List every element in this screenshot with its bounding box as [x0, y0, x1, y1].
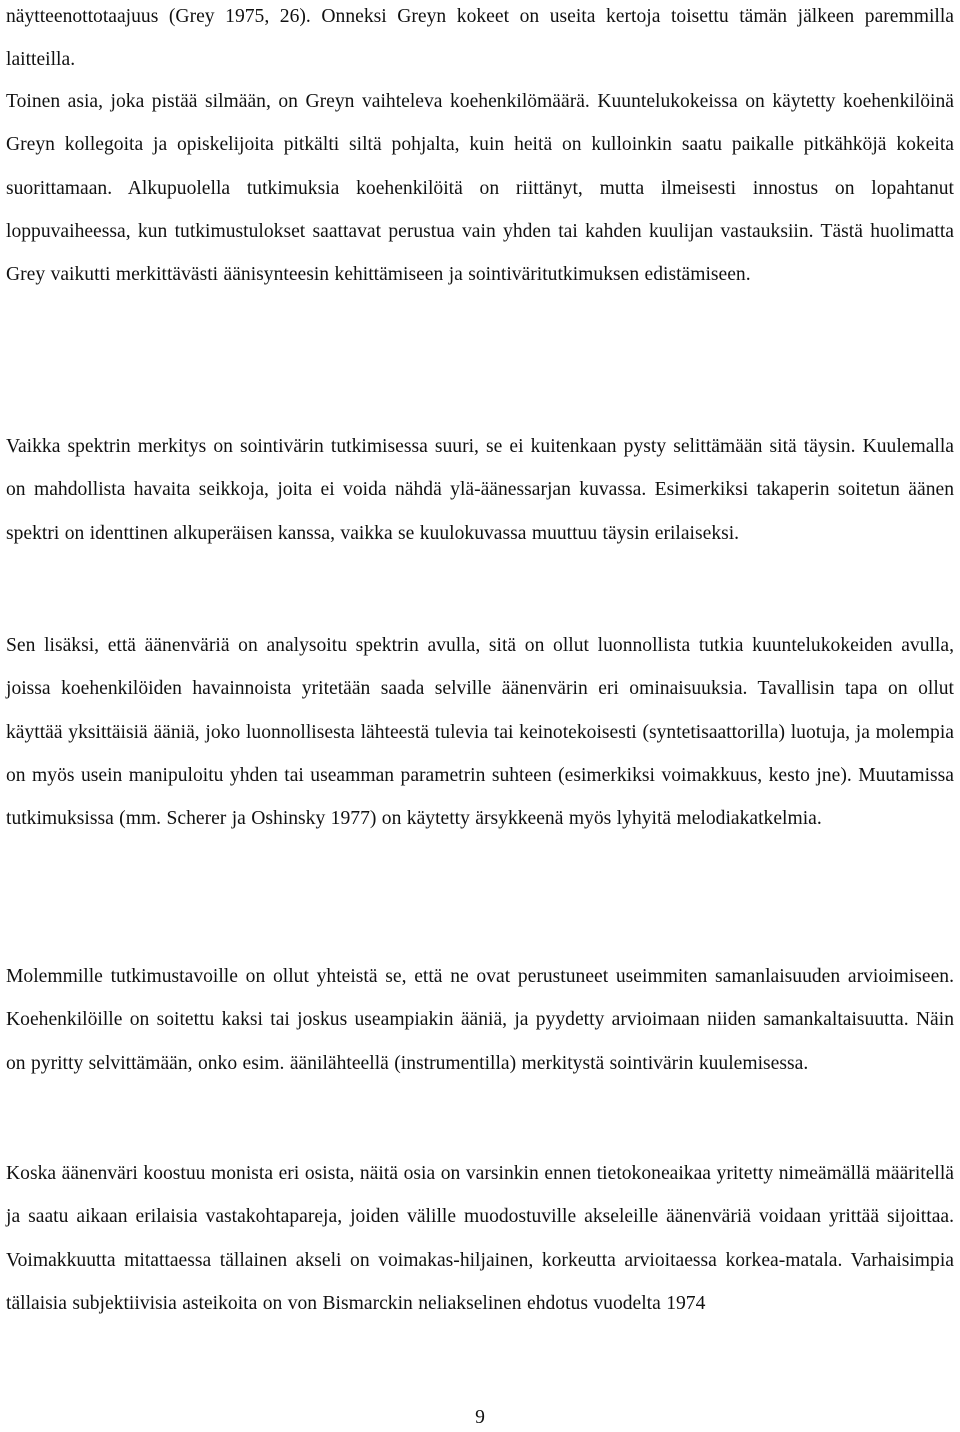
paragraph-3: Vaikka spektrin merkitys on sointivärin tutkimisessa suuri, se ei kuitenkaan pysty selittämään sitä täysin. Kuulemalla on mahdollista havaita seikkoja, joita ei voida nähdä ylä-äänessarjan kuvassa. Esimerkiksi takaperin soitetun äänen spektri on identtinen alkuperäisen kanssa, vaikka se kuulokuvassa muuttuu täysin erilaiseksi. — [6, 436, 954, 544]
paragraph-5: Molemmille tutkimustavoille on ollut yhteistä se, että ne ovat perustuneet useimmiten samanlaisuuden arvioimiseen. Koehenkilöille on soitettu kaksi tai joskus useampiakin ääniä, ja pyydetty arvioimaan niiden samankaltaisuutta. Näin on pyritty selvittämään, onko esim. äänilähteellä (instrumentilla) merkitystä sointivärin kuulemisessa. — [6, 966, 954, 1074]
paragraph-4: Sen lisäksi, että äänenväriä on analysoitu spektrin avulla, sitä on ollut luonnollista tutkia kuuntelukokeiden avulla, joissa koehenkilöiden havainnoista yritetään saada selville äänenvärin eri ominaisuuksia. Tavallisin tapa on ollut käyttää yksittäisiä ääniä, joko luonnollisesta lähteestä tulevia tai keinotekoisesti (syntetisaattorilla) luotuja, ja molempia on myös usein manipuloitu yhden tai useamman parametrin suhteen (esimerkiksi voimakkuus, kesto jne). Muutamissa tutkimuksissa (mm. Scherer ja Oshinsky 1977) on käytetty ärsykkeenä myös lyhyitä melodiakatkelmia. — [6, 635, 954, 830]
paragraph-1: näytteenottotaajuus (Grey 1975, 26). Onneksi Greyn kokeet on useita kertoja toisettu tämän jälkeen paremmilla laitteilla. — [6, 6, 954, 71]
page-number: 9 — [475, 1407, 485, 1428]
paragraph-6: Koska äänenväri koostuu monista eri osista, näitä osia on varsinkin ennen tietokoneaikaa yritetty nimeämällä määritellä ja saatu aikaan erilaisia vastakohtapareja, joiden välille muodostuville akseleille äänenväriä voidaan yrittää sijoittaa. Voimakkuutta mitattaessa tällainen akseli on voimakas-hiljainen, korkeutta arvioitaessa korkea-matala. Varhaisimpia tällaisia subjektiivisia asteikoita on von Bismarckin neliakselinen ehdotus vuodelta 1974 — [6, 1163, 954, 1314]
paragraph-2: Toinen asia, joka pistää silmään, on Greyn vaihteleva koehenkilömäärä. Kuuntelukokeissa on käytetty koehenkilöinä Greyn kollegoita ja opiskelijoita pitkälti siltä pohjalta, kuin heitä on kulloinkin saatu paikalle pitkähköjä kokeita suorittamaan. Alkupuolella tutkimuksia koehenkilöitä on riittänyt, mutta ilmeisesti innostus on lopahtanut loppuvaiheessa, kun tutkimustulokset saattavat perustua vain yhden tai kahden kuulijan vastauksiin. Tästä huolimatta Grey vaikutti merkittävästi äänisynteesin kehittämiseen ja sointiväritutkimuksen edistämiseen. — [6, 91, 954, 286]
